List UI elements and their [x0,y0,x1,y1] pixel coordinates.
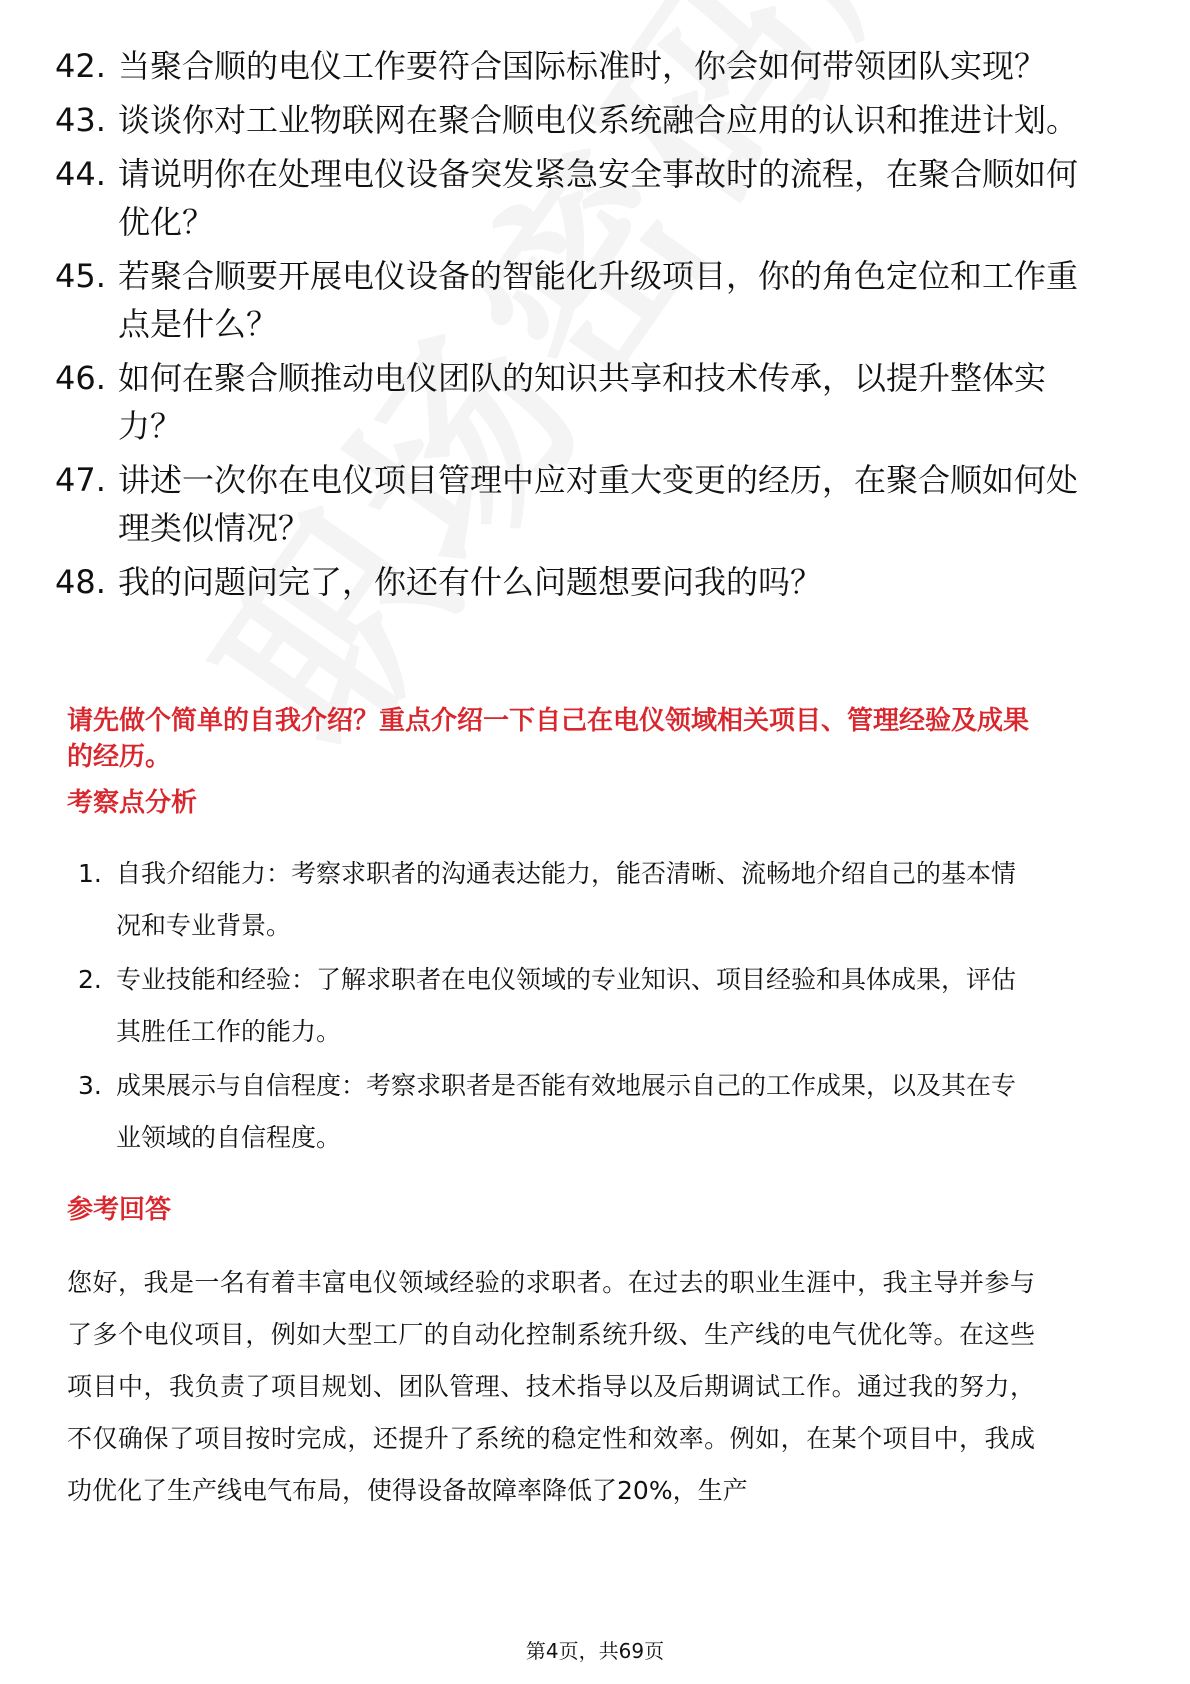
question-item [55,456,1135,552]
question-number: 46. [55,359,106,397]
question-text: 请说明你在处理电仪设备突发紧急安全事故时的流程，在聚合顺如何优化？ [118,155,1079,241]
answer-paragraph: 您好，我是一名有着丰富电仪领域经验的求职者。在过去的职业生涯中，我主导并参与了多个电仪项目，例如大型工厂的自动化控制系统升级、生产线的电气优化等。在这些项目中，我负责了项目规划、团队管理、技术指导以及后期调试工作。通过我的努力，不仅确保了项目按时完成，还提升了系统的稳定性和效率。例如，在某个项目中，我成功优化了生产线电气布局，使得设备故障率降低了20%，生产 [67,1268,1035,1505]
analysis-item [78,954,1048,1058]
question-text: 若聚合顺要开展电仪设备的智能化升级项目，你的角色定位和工作重点是什么？ [118,257,1079,343]
page-footer: 第4页，共69页 [525,1639,665,1663]
question-item [55,150,1135,246]
question-text: 我的问题问完了，你还有什么问题想要问我的吗？ [118,563,823,601]
question-item [55,354,1135,450]
question-number: 47. [55,461,106,499]
analysis-list [78,848,1048,1164]
analysis-text: 自我介绍能力：考察求职者的沟通表达能力，能否清晰、流畅地介绍自己的基本情况和专业背景。 [116,859,1017,940]
highlight-question: 请先做个简单的自我介绍？重点介绍一下自己在电仪领域相关项目、管理经验及成果的经历。 [67,706,1030,772]
question-item [55,252,1135,348]
analysis-number: 3. [78,1071,102,1100]
question-text: 当聚合顺的电仪工作要符合国际标准时，你会如何带领团队实现？ [118,47,1047,85]
analysis-text: 专业技能和经验：了解求职者在电仪领域的专业知识、项目经验和具体成果，评估其胜任工作的能力。 [116,965,1017,1046]
question-text: 讲述一次你在电仪项目管理中应对重大变更的经历，在聚合顺如何处理类似情况？ [118,461,1079,547]
analysis-number: 2. [78,965,102,994]
question-number: 42. [55,47,106,85]
analysis-number: 1. [78,859,102,888]
question-item [55,96,1135,144]
analysis-text: 成果展示与自信程度：考察求职者是否能有效地展示自己的工作成果，以及其在专业领域的自信程度。 [116,1071,1017,1152]
question-number: 45. [55,257,106,295]
question-number: 43. [55,101,106,139]
question-text: 如何在聚合顺推动电仪团队的知识共享和技术传承，以提升整体实力？ [118,359,1047,445]
analysis-item [78,848,1048,952]
question-item [55,42,1135,90]
analysis-item [78,1060,1048,1164]
question-item [55,558,1135,606]
question-list [55,42,1135,606]
question-number: 48. [55,563,106,601]
question-number: 44. [55,155,106,193]
answer-title: 参考回答 [67,1195,172,1225]
question-text: 谈谈你对工业物联网在聚合顺电仪系统融合应用的认识和推进计划。 [118,101,1079,139]
analysis-title: 考察点分析 [67,788,198,818]
